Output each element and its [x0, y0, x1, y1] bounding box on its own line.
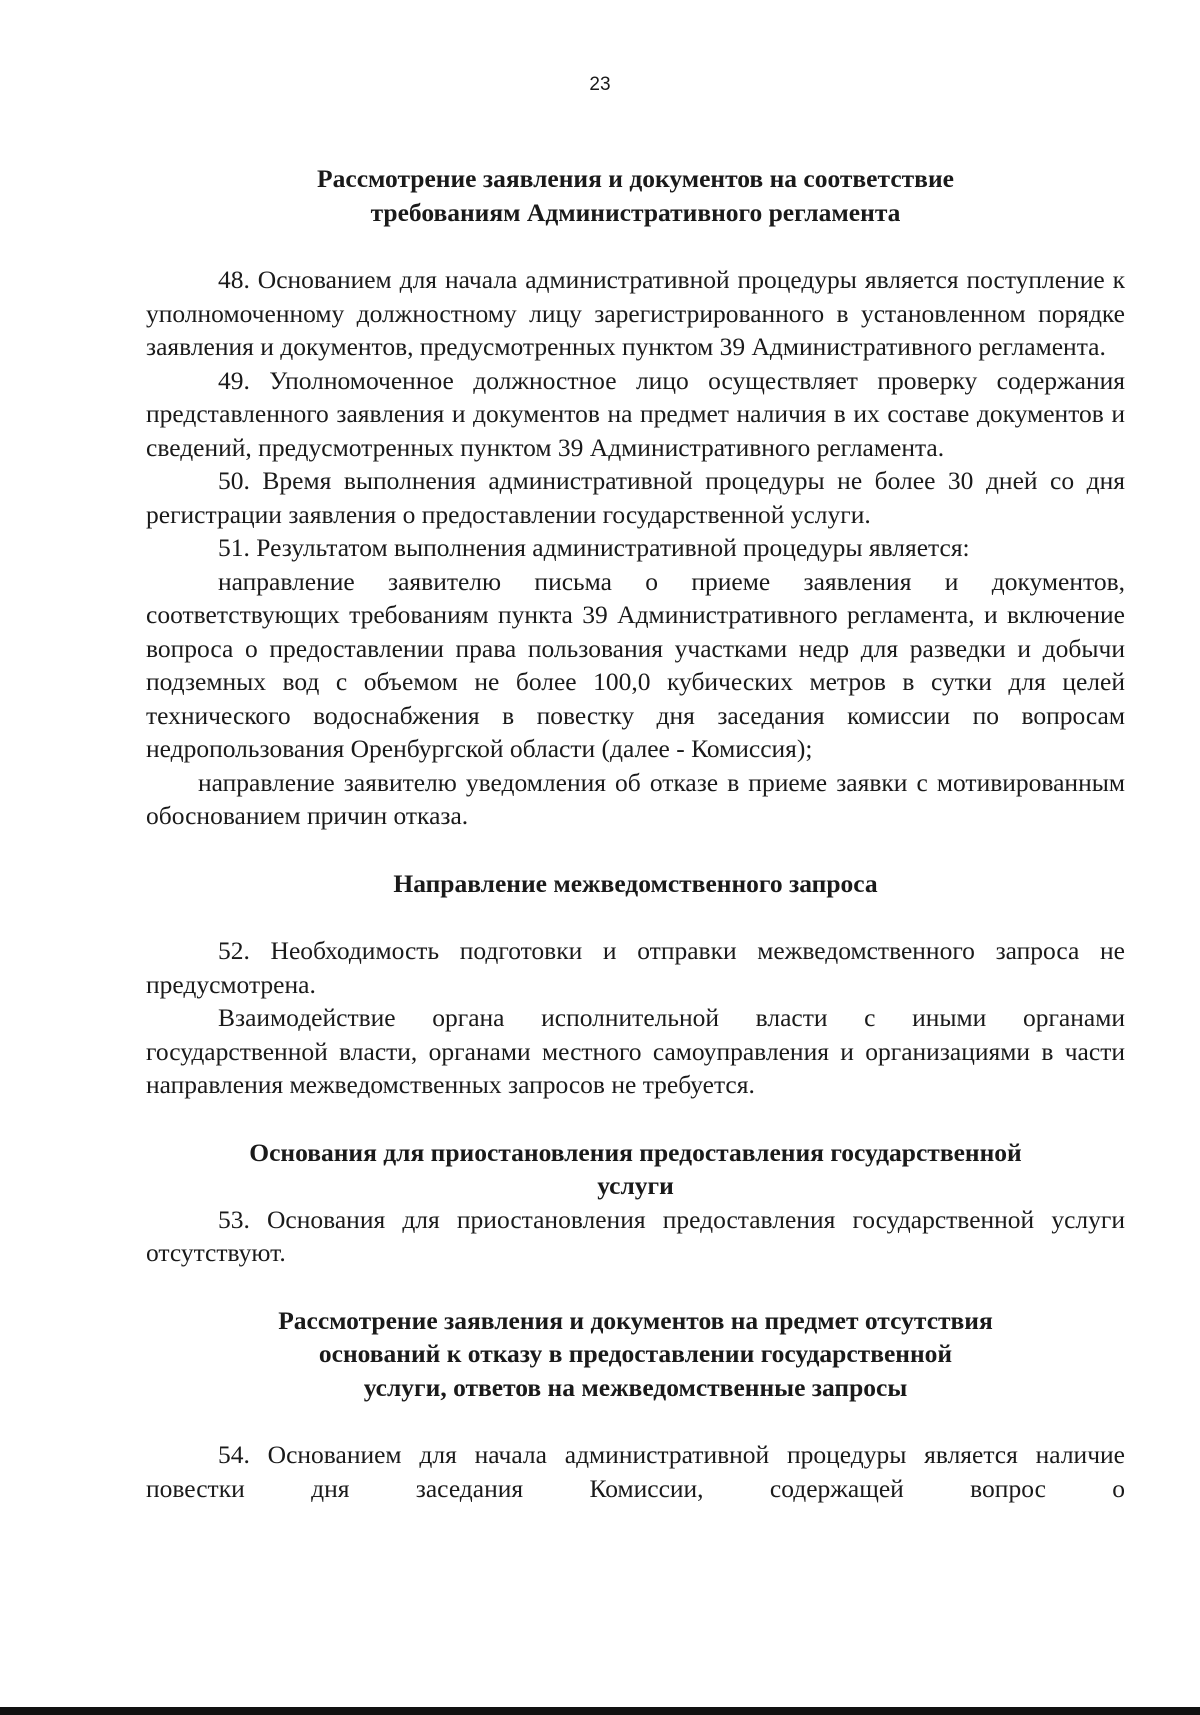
heading-line: услуги: [597, 1171, 674, 1200]
heading-line: Рассмотрение заявления и документов на предмет отсутствия: [278, 1305, 993, 1335]
document-body: [146, 162, 1125, 1505]
heading-line: оснований к отказу в предоставлении государственной: [318, 1339, 953, 1368]
section-heading-suspension-grounds: [146, 1136, 1125, 1203]
scan-bottom-edge: [0, 1707, 1200, 1715]
heading-line: Направление межведомственного запроса: [393, 868, 878, 898]
paragraph-54: 54. Основанием для начала административной процедуры является наличие повестки дня заседания Комиссии, содержащей вопрос о: [146, 1440, 1125, 1503]
heading-line: требованиям Административного регламента: [370, 197, 901, 227]
paragraph-51-item-1: направление заявителю письма о приеме заявления и документов, соответствующих требованиям пункта 39 Административного регламента, и включение вопроса о предоставлении права пользования участками недр для разведки и добычи подземных вод с объемом не более 100,0 кубических метров в сутки для целей технического водоснабжения в повестку дня заседания комиссии по вопросам недропользования Оренбургской области (далее - Комиссия);: [146, 566, 1125, 763]
paragraph-51-item-2: направление заявителю уведомления об отказе в приеме заявки с мотивированным обоснованием причин отказа.: [146, 767, 1125, 830]
paragraph-49: 49. Уполномоченное должностное лицо осуществляет проверку содержания представленного заявления и документов на предмет наличия в их составе документов и сведений, предусмотренных пунктом 39 Административного регламента.: [146, 365, 1125, 462]
page-number: 23: [589, 74, 611, 95]
paragraph-53: 53. Основания для приостановления предоставления государственной услуги отсутствуют.: [146, 1204, 1125, 1267]
section-heading-interagency-request: [146, 867, 1125, 901]
section-heading-review-compliance: [146, 162, 1125, 229]
heading-line: Рассмотрение заявления и документов на соответствие: [317, 164, 954, 193]
paragraph-52: 52. Необходимость подготовки и отправки межведомственного запроса не предусмотрена.: [146, 936, 1125, 999]
section-heading-refusal-grounds-review: [146, 1304, 1125, 1405]
paragraph-50: 50. Время выполнения административной процедуры не более 30 дней со дня регистрации заявления о предоставлении государственной услуги.: [146, 466, 1125, 529]
heading-line: Основания для приостановления предоставления государственной: [249, 1137, 1022, 1167]
paragraph-52-interaction: Взаимодействие органа исполнительной власти с иными органами государственной власти, органами местного самоуправления и организациями в части направления межведомственных запросов не требуется.: [146, 1003, 1125, 1099]
paragraph-48: 48. Основанием для начала административной процедуры является поступление к уполномоченному должностному лицу зарегистрированного в установленном порядке заявления и документов, предусмотренных пунктом 39 Административного регламента.: [146, 265, 1125, 361]
heading-line: услуги, ответов на межведомственные запросы: [363, 1372, 908, 1402]
paragraph-51: 51. Результатом выполнения административной процедуры является:: [218, 533, 970, 562]
